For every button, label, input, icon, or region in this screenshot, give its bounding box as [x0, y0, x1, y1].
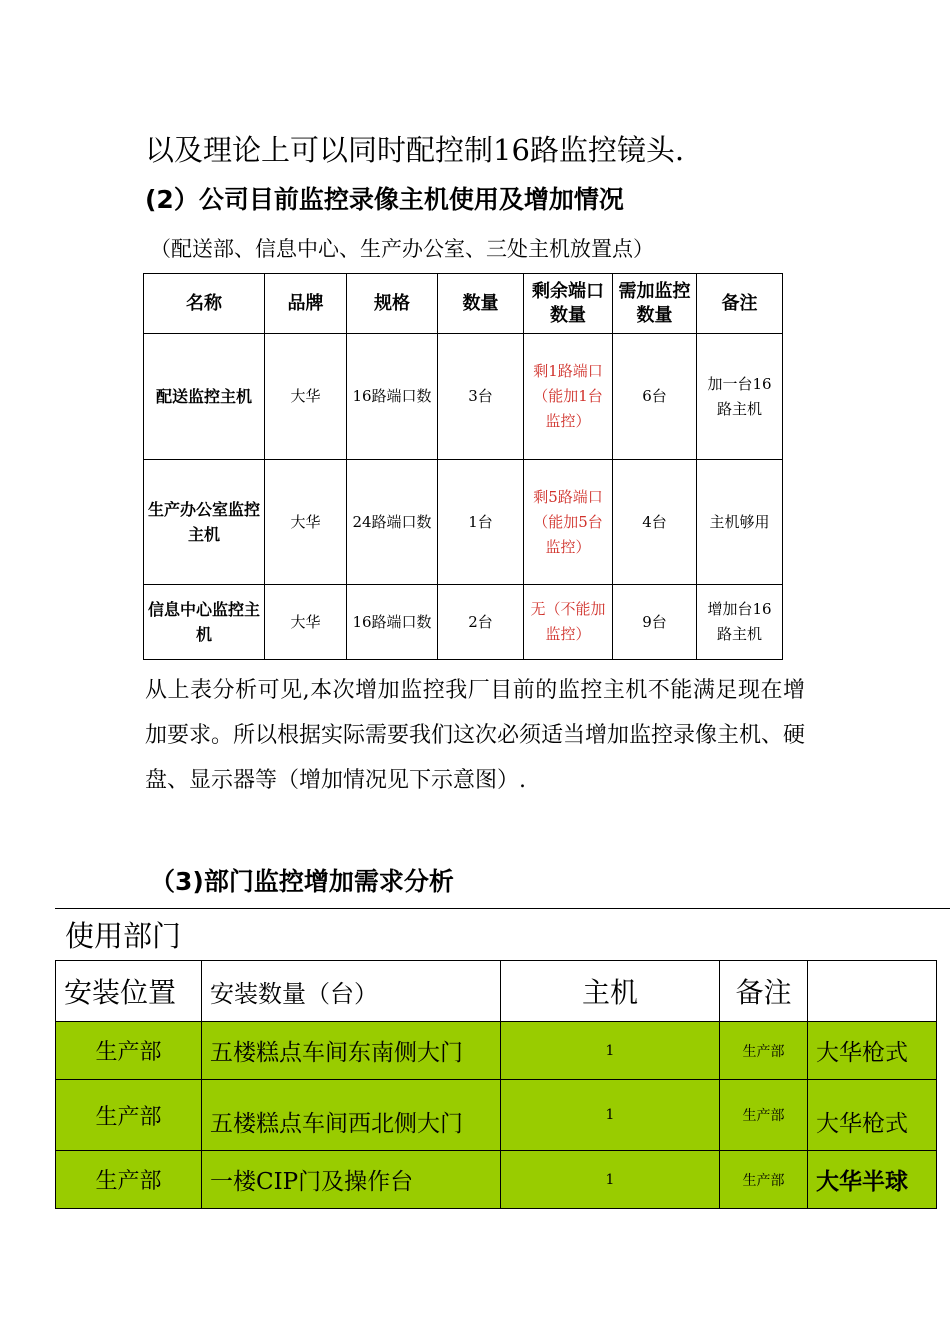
row-note: 增加台16路主机 [697, 585, 783, 660]
cell-note: 大华枪式 [808, 1080, 937, 1151]
header-install-qty: 安装数量（台） [202, 961, 501, 1022]
cell-host: 生产部 [720, 1022, 808, 1080]
host-usage-table [143, 273, 783, 660]
table-header-row [56, 961, 937, 1022]
cell-dept: 生产部 [56, 1151, 202, 1209]
row-need: 9台 [613, 585, 697, 660]
table-header-row [144, 274, 783, 334]
cell-qty: 1 [501, 1151, 720, 1209]
cell-note: 大华半球 [808, 1151, 937, 1209]
cell-dept: 生产部 [56, 1022, 202, 1080]
row-note: 主机够用 [697, 460, 783, 585]
table-row [56, 1080, 937, 1151]
row-qty: 2台 [438, 585, 524, 660]
row-need: 6台 [613, 334, 697, 460]
table-row [56, 1151, 937, 1209]
section3-heading: （3)部门监控增加需求分析 [150, 867, 454, 896]
row-brand: 大华 [265, 460, 347, 585]
header-need: 需加监控数量 [613, 274, 697, 334]
row-brand: 大华 [265, 334, 347, 460]
dept-needs-table [55, 960, 937, 1209]
row-spec: 16路端口数 [347, 585, 438, 660]
header-note: 备注 [720, 961, 808, 1022]
row-qty: 1台 [438, 460, 524, 585]
cell-note: 大华枪式 [808, 1022, 937, 1080]
header-spec: 规格 [347, 274, 438, 334]
section2-subtitle: （配送部、信息中心、生产办公室、三处主机放置点） [150, 237, 654, 261]
intro-line: 以及理论上可以同时配控制16路监控镜头. [145, 133, 685, 167]
header-qty: 数量 [438, 274, 524, 334]
row-qty: 3台 [438, 334, 524, 460]
row-name: 配送监控主机 [144, 334, 265, 460]
table-row [144, 334, 783, 460]
row-brand: 大华 [265, 585, 347, 660]
divider [55, 908, 950, 909]
header-name: 名称 [144, 274, 265, 334]
row-remaining: 无（不能加监控） [524, 585, 613, 660]
dept-label: 使用部门 [65, 919, 182, 953]
header-note: 备注 [697, 274, 783, 334]
header-blank [808, 961, 937, 1022]
row-name: 生产办公室监控主机 [144, 460, 265, 585]
cell-host: 生产部 [720, 1080, 808, 1151]
table-row [144, 585, 783, 660]
row-name: 信息中心监控主机 [144, 585, 265, 660]
cell-host: 生产部 [720, 1151, 808, 1209]
section2-heading: (2）公司目前监控录像主机使用及增加情况 [145, 185, 624, 214]
cell-qty: 1 [501, 1022, 720, 1080]
header-location: 安装位置 [56, 961, 202, 1022]
row-remaining: 剩5路端口（能加5台监控） [524, 460, 613, 585]
table-row [56, 1022, 937, 1080]
cell-qty: 1 [501, 1080, 720, 1151]
header-remaining: 剩余端口数量 [524, 274, 613, 334]
header-host: 主机 [501, 961, 720, 1022]
cell-location: 一楼CIP门及操作台 [202, 1151, 501, 1209]
row-note: 加一台16路主机 [697, 334, 783, 460]
analysis-paragraph: 从上表分析可见,本次增加监控我厂目前的监控主机不能满足现在增加要求。所以根据实际需要我们这次必须适当增加监控录像主机、硬盘、显示器等（增加情况见下示意图）. [145, 678, 806, 793]
row-spec: 16路端口数 [347, 334, 438, 460]
header-brand: 品牌 [265, 274, 347, 334]
row-spec: 24路端口数 [347, 460, 438, 585]
row-remaining: 剩1路端口（能加1台监控） [524, 334, 613, 460]
cell-dept: 生产部 [56, 1080, 202, 1151]
cell-location: 五楼糕点车间西北侧大门 [202, 1080, 501, 1151]
table-row [144, 460, 783, 585]
cell-location: 五楼糕点车间东南侧大门 [202, 1022, 501, 1080]
row-need: 4台 [613, 460, 697, 585]
